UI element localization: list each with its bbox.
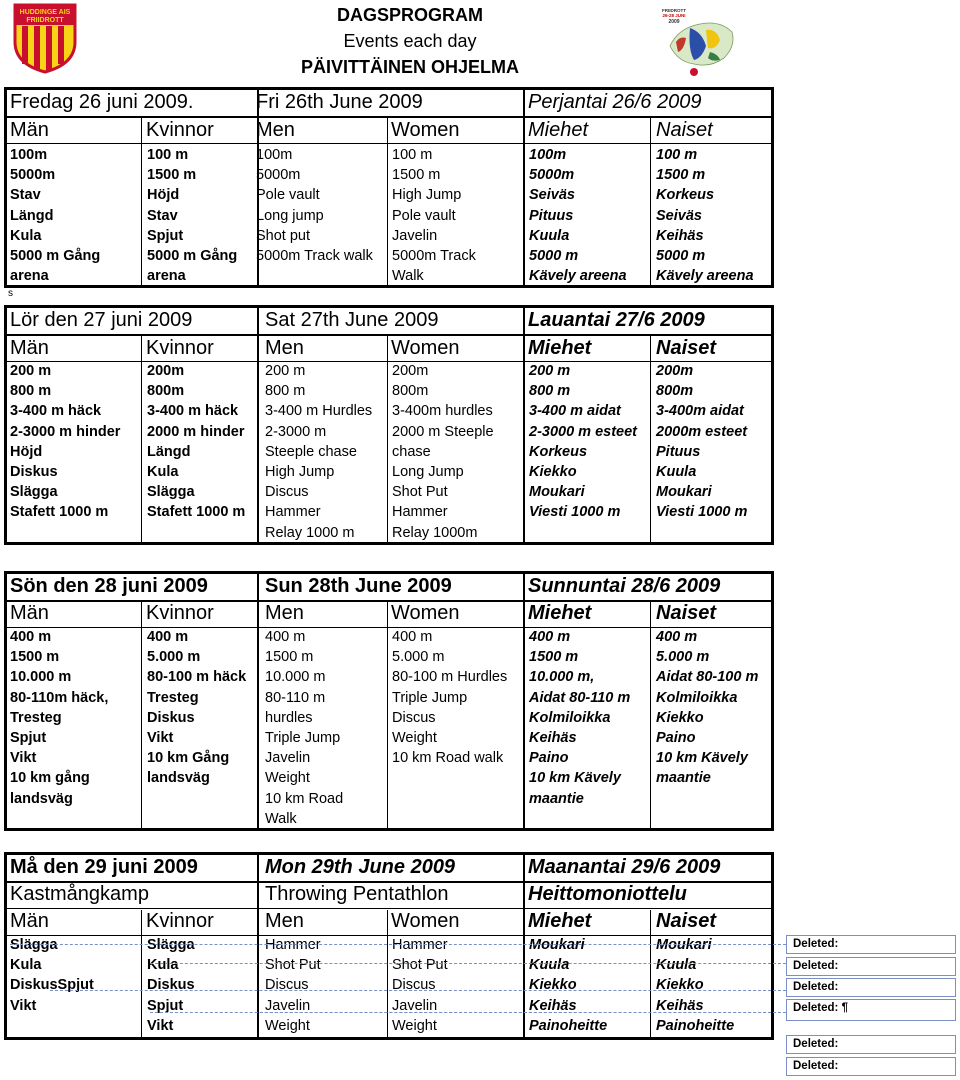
event-item: 2000 m hinder xyxy=(147,423,245,440)
events-column xyxy=(529,145,627,286)
event-item: 10 km Gång xyxy=(147,750,230,767)
events-column xyxy=(656,935,734,1036)
event-item: 3-400 m häck xyxy=(10,403,102,420)
event-item: Slägga xyxy=(147,484,195,501)
event-item: Moukari xyxy=(529,484,585,501)
event-item: 400 m xyxy=(392,629,433,645)
events-column xyxy=(529,361,637,523)
logo-right-text-3: 2009 xyxy=(668,19,680,25)
event-item: 3-400 m häck xyxy=(147,403,239,420)
event-name-sv: Kastmångkamp xyxy=(10,883,149,905)
event-item: 2-3000 m esteet xyxy=(529,423,638,440)
event-item: 100 m xyxy=(147,147,189,163)
event-item: Walk xyxy=(392,268,424,285)
event-item: Vikt xyxy=(147,729,174,746)
event-item: 2000m esteet xyxy=(656,423,748,440)
event-item: Weight xyxy=(265,1017,310,1034)
gender-label: Kvinnor xyxy=(146,337,214,359)
event-item: hurdles xyxy=(265,709,313,726)
logo-left-text-1: HUDDINGE AIS xyxy=(19,9,71,16)
event-item: 100m xyxy=(10,147,48,163)
events-column xyxy=(10,361,120,523)
event-item: 200 m xyxy=(529,363,571,379)
event-item: 400 m xyxy=(529,629,571,645)
event-item: Vikt xyxy=(147,1017,174,1034)
header-subtitle-en: Events each day xyxy=(343,31,477,51)
stray-character: s xyxy=(8,288,13,299)
logo-right-text-2: 26-28 JUNI xyxy=(662,13,686,18)
event-item: Walk xyxy=(265,810,297,827)
event-item: Pole vault xyxy=(392,207,456,224)
event-item: 10.000 m xyxy=(265,669,326,686)
day-title-en: Mon 29th June 2009 xyxy=(265,856,456,878)
event-item: Keihäs xyxy=(656,997,704,1014)
event-item: Stafett 1000 m xyxy=(147,504,246,521)
day-title-fi: Sunnuntai 28/6 2009 xyxy=(528,575,721,597)
events-column xyxy=(10,627,108,809)
event-item: Diskus xyxy=(10,463,58,480)
event-item: 400 m xyxy=(10,629,52,645)
comment-connector xyxy=(150,963,786,964)
event-item: 80-110m häck, xyxy=(10,689,109,706)
events-column xyxy=(392,361,494,543)
gender-label: Naiset xyxy=(656,119,713,141)
event-item: 2000 m Steeple xyxy=(392,423,494,440)
event-item: 400 m xyxy=(147,629,189,645)
event-item: Kiekko xyxy=(656,977,704,994)
event-item: 5000 m xyxy=(529,247,579,264)
events-column xyxy=(656,627,758,789)
comment-connector xyxy=(260,1012,786,1013)
gender-label: Women xyxy=(391,337,460,359)
events-column xyxy=(656,145,754,286)
comment-connector xyxy=(10,944,786,945)
event-item: Moukari xyxy=(529,937,585,953)
event-item: Moukari xyxy=(656,937,712,953)
event-item: 5000 m Gång xyxy=(147,247,238,264)
event-item: Slägga xyxy=(147,937,195,953)
event-item: chase xyxy=(392,443,431,460)
events-column xyxy=(147,361,245,523)
event-item: Keihäs xyxy=(529,997,577,1014)
event-item: Aidat 80-110 m xyxy=(529,689,631,706)
event-item: Moukari xyxy=(656,484,712,501)
event-item: 10.000 m, xyxy=(529,669,595,686)
logo-left-text-2: FRIIDROTT xyxy=(26,17,64,24)
event-item: 80-110 m xyxy=(265,689,326,706)
event-item: Kiekko xyxy=(529,463,577,480)
event-item: Spjut xyxy=(147,227,184,244)
nordic-map-logo xyxy=(650,6,740,78)
event-item: arena xyxy=(10,268,49,285)
events-column xyxy=(10,145,100,286)
events-column xyxy=(256,145,373,266)
day-title-en: Sat 27th June 2009 xyxy=(265,309,439,331)
gender-label: Naiset xyxy=(656,910,717,932)
day-title-fi: Lauantai 27/6 2009 xyxy=(528,309,705,331)
event-item: Kula xyxy=(147,463,179,480)
event-item: 5.000 m xyxy=(147,649,201,666)
event-item: 100 m xyxy=(392,147,433,163)
event-item: Discus xyxy=(392,977,436,994)
gender-label: Miehet xyxy=(528,910,592,932)
event-item: Discus xyxy=(265,977,309,994)
day-title-sv: Sön den 28 juni 2009 xyxy=(10,575,208,597)
event-item: Shot put xyxy=(256,227,311,244)
event-item: Stav xyxy=(10,187,41,204)
event-item: Kolmiloikka xyxy=(529,709,611,726)
event-item: 2-3000 m hinder xyxy=(10,423,121,440)
event-item: maantie xyxy=(529,790,584,807)
gender-label: Kvinnor xyxy=(146,119,214,141)
events-column xyxy=(529,627,630,809)
event-item: 100m xyxy=(529,147,567,163)
event-name-en: Throwing Pentathlon xyxy=(265,883,449,905)
events-column xyxy=(265,935,321,1036)
event-item: Viesti 1000 m xyxy=(529,504,621,521)
gender-label: Men xyxy=(265,337,304,359)
event-item: landsväg xyxy=(10,790,73,807)
event-item: 3-400 m aidat xyxy=(529,403,621,420)
event-item: arena xyxy=(147,268,186,285)
event-item: Shot Put xyxy=(265,957,321,974)
event-item: 200m xyxy=(392,363,429,379)
event-item: 5.000 m xyxy=(392,649,445,666)
gender-label: Women xyxy=(391,910,460,932)
gender-label: Män xyxy=(10,910,49,932)
header-subtitle-fi: PÄIVITTÄINEN OHJELMA xyxy=(300,57,519,77)
event-item: Diskus xyxy=(147,709,195,726)
deleted-comment[interactable]: Deleted: xyxy=(786,935,956,954)
event-item: Korkeus xyxy=(656,187,715,204)
event-item: Weight xyxy=(265,770,310,787)
gender-label: Men xyxy=(265,910,304,932)
event-item: Keihäs xyxy=(656,227,704,244)
header-title: DAGSPROGRAM xyxy=(336,5,483,25)
event-item: Kiekko xyxy=(656,709,704,726)
event-item: Triple Jump xyxy=(265,729,341,746)
day-title-sv: Må den 29 juni 2009 xyxy=(10,856,198,878)
event-item: Paino xyxy=(529,750,569,767)
event-item: 1500 m xyxy=(656,167,706,184)
event-item: 800m xyxy=(656,383,694,400)
event-item: 10 km Road walk xyxy=(392,750,504,767)
event-item: 800m xyxy=(147,383,185,400)
event-item: 400 m xyxy=(265,629,306,645)
event-item: maantie xyxy=(656,770,711,787)
event-item: Kula xyxy=(147,957,179,974)
event-item: Kävely areena xyxy=(529,268,627,285)
event-item: Pituus xyxy=(656,443,701,460)
gender-label: Kvinnor xyxy=(146,602,214,624)
gender-label: Män xyxy=(10,337,49,359)
events-column xyxy=(147,145,237,286)
event-item: Shot Put xyxy=(392,484,448,501)
day-title-en: Sun 28th June 2009 xyxy=(265,575,452,597)
event-item: 5000m xyxy=(529,167,575,184)
event-item: Long Jump xyxy=(392,463,464,480)
event-item: 10.000 m xyxy=(10,669,72,686)
event-item: 1500 m xyxy=(265,649,314,666)
events-column xyxy=(10,935,94,1016)
event-item: Stafett 1000 m xyxy=(10,504,109,521)
day-title-en: Fri 26th June 2009 xyxy=(256,91,423,113)
page-header xyxy=(260,2,560,80)
event-item: 5000 m Gång xyxy=(10,247,101,264)
event-item: Kula xyxy=(10,227,42,244)
event-item: Aidat 80-100 m xyxy=(656,669,759,686)
event-item: Spjut xyxy=(147,997,184,1014)
event-item: Paino xyxy=(656,729,696,746)
event-item: Kuula xyxy=(529,957,570,974)
event-item: 200m xyxy=(147,363,185,379)
gender-label: Män xyxy=(10,119,49,141)
deleted-comment[interactable]: Deleted: ¶ xyxy=(786,999,956,1021)
event-item: 800 m xyxy=(10,383,52,400)
event-item: Spjut xyxy=(10,729,47,746)
events-column xyxy=(392,935,448,1036)
deleted-comment[interactable]: Deleted: xyxy=(786,978,956,997)
huddinge-ais-logo xyxy=(12,2,78,74)
event-item: Kuula xyxy=(529,227,570,244)
event-item: 5000m Track walk xyxy=(256,247,373,264)
event-item: 100m xyxy=(256,147,293,163)
event-item: 5000m xyxy=(256,167,301,184)
event-item: Vikt xyxy=(10,997,37,1014)
event-name-fi: Heittomoniottelu xyxy=(528,883,687,905)
event-item: landsväg xyxy=(147,770,210,787)
day-title-sv: Lör den 27 juni 2009 xyxy=(10,309,193,331)
event-item: Weight xyxy=(392,1017,437,1034)
event-item: 800 m xyxy=(265,383,306,400)
gender-label: Naiset xyxy=(656,602,717,624)
event-item: Triple Jump xyxy=(392,689,468,706)
day-title-fi: Maanantai 29/6 2009 xyxy=(528,856,721,878)
event-item: Stav xyxy=(147,207,178,224)
event-item: Vikt xyxy=(10,750,37,767)
event-item: High Jump xyxy=(265,463,335,480)
deleted-comment[interactable]: Deleted: xyxy=(786,957,956,976)
events-column xyxy=(265,361,372,543)
gender-label: Miehet xyxy=(528,337,592,359)
gender-label: Naiset xyxy=(656,337,717,359)
day-title-sv: Fredag 26 juni 2009. xyxy=(10,91,194,113)
event-item: Relay 1000 m xyxy=(265,524,355,541)
event-item: Discus xyxy=(392,709,436,726)
event-item: Slägga xyxy=(10,484,58,501)
event-item: Hammer xyxy=(265,937,321,953)
gender-label: Miehet xyxy=(528,602,592,624)
deleted-comment[interactable]: Deleted: xyxy=(786,1035,956,1054)
day-title-fi: Perjantai 26/6 2009 xyxy=(528,91,702,113)
gender-label: Män xyxy=(10,602,49,624)
event-item: Kävely areena xyxy=(656,268,754,285)
event-item: Keihäs xyxy=(529,729,577,746)
event-item: Hammer xyxy=(392,937,448,953)
event-item: 400 m xyxy=(656,629,698,645)
event-item: Long jump xyxy=(256,207,324,224)
logo-right-text-1: FRIIDROTT xyxy=(662,8,686,13)
event-item: 1500 m xyxy=(392,167,441,184)
events-column xyxy=(147,627,246,789)
event-item: Kiekko xyxy=(529,977,577,994)
event-item: 10 km Road xyxy=(265,790,344,807)
event-item: Hammer xyxy=(265,504,321,521)
event-item: 200 m xyxy=(265,363,306,379)
event-item: 10 km Kävely xyxy=(656,750,748,767)
event-item: Kuula xyxy=(656,463,697,480)
event-item: 80-100 m häck xyxy=(147,669,247,686)
event-item: 1500 m xyxy=(147,167,197,184)
event-item: Shot Put xyxy=(392,957,448,974)
events-column xyxy=(656,361,747,523)
event-item: Pituus xyxy=(529,207,574,224)
event-item: Hammer xyxy=(392,504,448,521)
events-column xyxy=(392,627,507,768)
event-item: Painoheitte xyxy=(529,1017,608,1034)
event-item: Tresteg xyxy=(10,709,62,726)
gender-label: Men xyxy=(265,602,304,624)
event-item: 1500 m xyxy=(529,649,579,666)
event-item: Weight xyxy=(392,729,437,746)
event-item: Höjd xyxy=(10,443,43,460)
event-item: Längd xyxy=(10,207,54,224)
event-item: 10 km gång xyxy=(10,770,90,787)
gender-label: Miehet xyxy=(528,119,589,141)
event-item: 3-400 m Hurdles xyxy=(265,403,373,420)
event-item: Javelin xyxy=(392,227,438,244)
event-item: Kuula xyxy=(656,957,697,974)
event-item: Tresteg xyxy=(147,689,199,706)
event-item: 5000m xyxy=(10,167,56,184)
event-item: Javelin xyxy=(265,750,311,767)
event-item: Painoheitte xyxy=(656,1017,735,1034)
event-item: Seiväs xyxy=(529,187,575,204)
event-item: High Jump xyxy=(392,187,462,204)
event-item: Pole vault xyxy=(256,187,320,204)
event-item: Viesti 1000 m xyxy=(656,504,748,521)
event-item: 3-400m hurdles xyxy=(392,403,493,420)
event-item: 5000 m xyxy=(656,247,706,264)
event-item: 80-100 m Hurdles xyxy=(392,669,508,686)
event-item: Steeple chase xyxy=(265,443,357,460)
event-item: 10 km Kävely xyxy=(529,770,621,787)
event-item: 800m xyxy=(392,383,429,400)
events-column xyxy=(392,145,476,286)
event-item: 2-3000 m xyxy=(265,423,327,440)
gender-label: Women xyxy=(391,602,460,624)
gender-label: Men xyxy=(256,119,295,141)
event-item: Kolmiloikka xyxy=(656,689,738,706)
events-column xyxy=(147,935,195,1036)
deleted-comment[interactable]: Deleted: xyxy=(786,1057,956,1076)
event-item: DiskusSpjut xyxy=(10,977,94,994)
gender-label: Kvinnor xyxy=(146,910,214,932)
event-item: Slägga xyxy=(10,937,58,953)
event-item: 3-400m aidat xyxy=(656,403,744,420)
event-item: Diskus xyxy=(147,977,195,994)
gender-label: Women xyxy=(391,119,460,141)
event-item: Kula xyxy=(10,957,42,974)
event-item: 200m xyxy=(656,363,694,379)
event-item: Seiväs xyxy=(656,207,702,224)
comment-connector xyxy=(50,990,786,991)
event-item: 800 m xyxy=(529,383,571,400)
events-column xyxy=(265,627,343,829)
event-item: Relay 1000m xyxy=(392,524,478,541)
event-item: Korkeus xyxy=(529,443,588,460)
event-item: 1500 m xyxy=(10,649,60,666)
event-item: Javelin xyxy=(265,997,311,1014)
event-item: 100 m xyxy=(656,147,698,163)
event-item: Javelin xyxy=(392,997,438,1014)
event-item: Längd xyxy=(147,443,191,460)
event-item: 200 m xyxy=(10,363,52,379)
event-item: 5.000 m xyxy=(656,649,710,666)
event-item: 5000m Track xyxy=(392,247,476,264)
events-column xyxy=(529,935,607,1036)
event-item: Discus xyxy=(265,484,309,501)
event-item: Höjd xyxy=(147,187,180,204)
